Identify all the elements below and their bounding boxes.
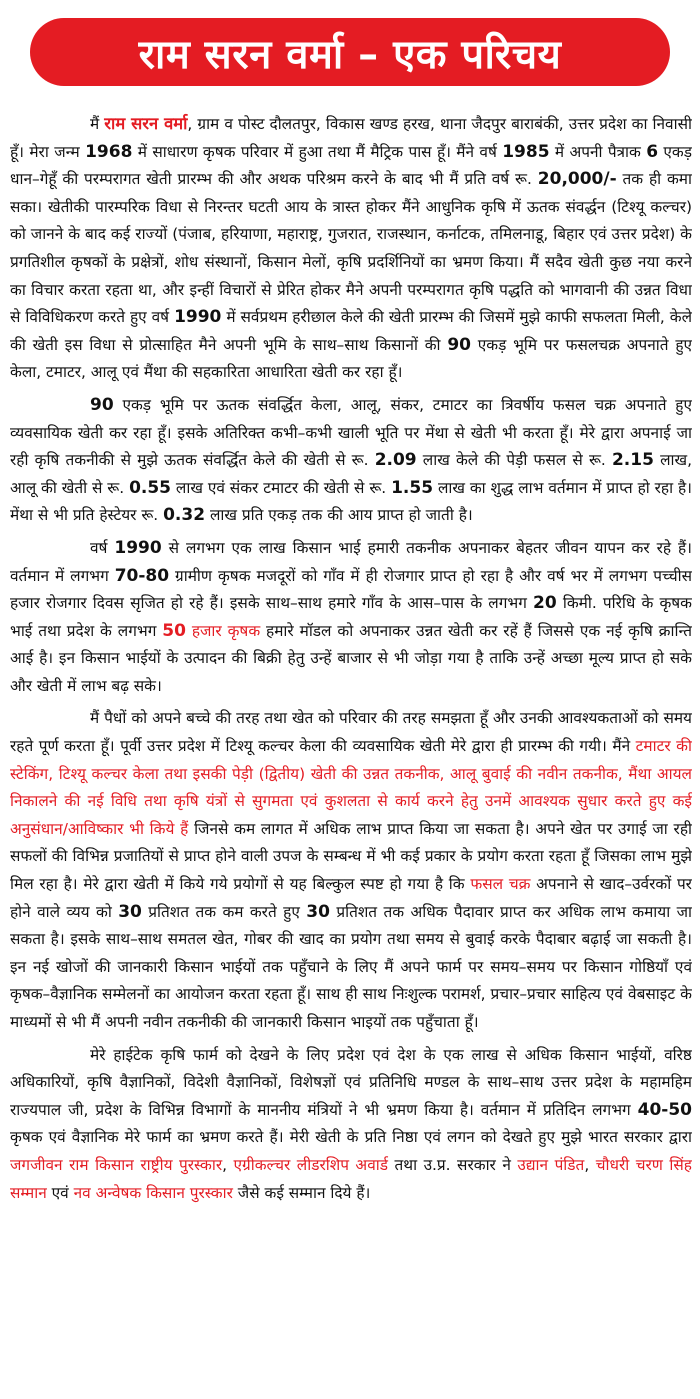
text-segment: फसल चक्र: [470, 875, 531, 894]
text-segment: 2.09: [374, 450, 417, 471]
text-segment: 2.15: [611, 450, 654, 471]
paragraph-3: [10, 535, 692, 701]
text-segment: अपनाने से खाद–उर्वरकों पर होने वाले व्यय को: [10, 875, 692, 921]
text-segment: ,: [584, 1155, 596, 1174]
text-segment: से लगभग एक लाख किसान भाई हमारी तकनीक अपनाकर बेहतर जीवन यापन कर रहे हैं। वर्तमान में लगभग: [10, 538, 692, 585]
text-segment: चौधरी चरण सिंह सम्मान: [10, 1155, 692, 1202]
text-segment: 20: [533, 593, 557, 614]
text-segment: 30: [306, 901, 330, 922]
text-segment: लाख प्रति एकड़ तक की आय प्राप्त हो जाती है।: [205, 506, 473, 525]
paragraph-1: [10, 110, 692, 387]
text-segment: जगजीवन राम किसान राष्ट्रीय पुरस्कार: [10, 1155, 223, 1174]
text-segment: तक ही कमा सका। खेतीकी पारम्परिक विधा से निरन्तर घटती आय के त्रास्त होकर मैंने आधुनिक कृषि में ऊतक संवर्द्धन (टिश्यू कल्चर) को जानने के बाद कई राज्यों (पंजाब, हरियाणा, महाराष्ट्र, गुजरात, राजस्थान, कर्नाटक, तमिलनाडू, बिहार एवं उत्तर प्रदेश) के प्रगतिशील कृषकों के प्रक्षेत्रों, शोध संस्थानों, किसान मेलों, कृषि प्रदर्शिनियों का भ्रमण किया। मैं सदैव खेती कुछ नया करने का विचार करता रहता था, और इन्हीं विचारों से प्रेरित होकर मैने अपनी परम्परागत कृषि पद्धति को भागवानी की उन्नत विधा से विविधिकरण करते हुए वर्ष: [10, 170, 692, 327]
text-segment: किमी. परिधि के कृषक भाई तथा प्रदेश के लगभग: [10, 594, 692, 640]
text-segment: एकड़ धान–गेहूँ की परम्परागत खेती प्रारम्भ की और अथक परिश्रम करने के बाद भी मैं प्रति वर्ष रू.: [10, 142, 692, 189]
text-segment: लाख केले की पेड़ी फसल से रू.: [416, 451, 612, 470]
article-body: [10, 110, 692, 1390]
text-segment: 50: [162, 620, 186, 641]
text-segment: लाख का शुद्ध लाभ वर्तमान में प्राप्त हो रहा है। मेंथा से भी प्रति हेस्टेयर रू.: [10, 478, 692, 525]
text-segment: हमारे मॉडल को अपनाकर उन्नत खेती कर रहें हैं जिससे एक नई कृषि क्रान्ति आई है। इन किसान भाईयों के उत्पादन की बिक्री हेतु उन्हें बाजार से भी जोड़ा गया है ताकि उन्हें अच्छा मूल्य प्राप्त हो सके और खेती में लाभ बढ़ सके।: [10, 621, 692, 695]
text-segment: 70-80: [114, 565, 170, 586]
text-segment: एवं: [46, 1183, 74, 1202]
text-segment: 1.55: [391, 477, 434, 498]
text-segment: 20,000/-: [537, 169, 617, 190]
text-segment: तथा उ.प्र. सरकार ने: [387, 1155, 518, 1174]
text-segment: प्रतिशत तक कम करते हुए: [141, 902, 307, 921]
text-segment: मेरे हाईटेक कृषि फार्म को देखने के लिए प्रदेश एवं देश के एक लाख से अधिक किसान भाईयों, वरिष्ठ अधिकारियों, कृषि वैज्ञानिकों, विदेशी वैज्ञानिकों, विशेषज्ञों एवं प्रतिनिधि मण्डल के साथ–साथ उत्तर प्रदेश के महामहिम राज्यपाल जी, प्रदेश के विभिन्न विभागों के माननीय मंत्रियों ने भी भ्रमण किया है। वर्तमान में प्रतिदिन लगभग: [10, 1045, 692, 1119]
paragraph-2: [10, 392, 692, 530]
text-segment: 90: [447, 334, 471, 355]
page-title: राम सरन वर्मा – एक परिचय: [138, 31, 562, 78]
text-segment: में सर्वप्रथम हरीछाल केले की खेती प्रारम्भ की जिसमें मुझे काफी सफलता मिली, केले की खेती इस विधा से प्रोत्साहित मैने अपनी भूमि के साथ–साथ किसानों की: [10, 308, 692, 354]
text-segment: 30: [118, 901, 142, 922]
text-segment: लाख एवं संकर टमाटर की खेती से रू.: [171, 478, 392, 497]
text-segment: एकड़ भूमि पर ऊतक संवर्द्धित केला, आलू, संकर, टमाटर का त्रिवर्षीय फसल चक्र अपनाते हुए व्यवसायिक खेती कर रहा हूँ। इसके अतिरिक्त कभी–कभी खाली भूति पर मेंथा से खेती भी करता हूँ। मेरे द्वारा अपनाई जा रही कृषि तकनीकी से मुझे ऊतक संवर्द्धित केले की खेती से रू.: [10, 395, 692, 470]
text-segment: उद्यान पंडित: [517, 1155, 585, 1174]
text-segment: मैं: [90, 115, 105, 133]
text-segment: 1985: [502, 141, 550, 162]
text-segment: राम सरन वर्मा: [104, 114, 188, 133]
paragraph-4: [10, 705, 692, 1036]
text-segment: 90: [90, 394, 114, 415]
text-segment: हजार कृषक: [185, 621, 261, 640]
text-segment: जैसे कई सम्मान दिये हैं।: [232, 1183, 371, 1202]
text-segment: 6: [646, 141, 659, 162]
text-segment: में अपनी पैत्राक: [549, 142, 647, 161]
text-segment: 1968: [85, 141, 133, 162]
text-segment: कृषक एवं वैज्ञानिक मेरे फार्म का भ्रमण करते हैं। मेरी खेती के प्रति निष्ठा एवं लगन को देखते हुए मुझे भारत सरकार द्वारा: [10, 1128, 692, 1147]
text-segment: 40-50: [637, 1099, 692, 1120]
text-segment: टमाटर की स्टेकिंग, टिश्यू कल्चर केला तथा इसकी पेड़ी (द्वितीय) खेती की उन्नत तकनीक, आलू बुवाई की नवीन तकनीक, मैंथा आयल निकालने की नई विधि तथा कृषि यंत्रों से सुगमता एवं कुशलता से कार्य करने हेतु उनमें आवश्यक सुधार करते हुए कई अनुसंधान/आविष्कार भी किये हैं: [10, 737, 692, 838]
text-segment: एग्रीकल्चर लीडरशिप अवार्ड: [233, 1155, 388, 1174]
text-segment: 0.32: [163, 505, 206, 526]
text-segment: 1990: [114, 537, 162, 558]
text-segment: , ग्राम व पोस्ट दौलतपुर, विकास खण्ड हरख, थाना जैदपुर बाराबंकी, उत्तर प्रदेश का निवासी हूँ। मेरा जन्म: [10, 115, 692, 161]
title-banner: [30, 18, 670, 86]
text-segment: 1990: [174, 307, 222, 328]
text-segment: लाख, आलू की खेती से रू.: [10, 451, 692, 497]
text-segment: 0.55: [129, 477, 172, 498]
text-segment: वर्ष: [90, 538, 115, 557]
text-segment: में साधारण कृषक परिवार में हुआ तथा मैं मैट्रिक पास हूँ। मैंने वर्ष: [132, 142, 503, 161]
text-segment: नव अन्वेषक किसान पुरस्कार: [73, 1183, 233, 1202]
text-segment: प्रतिशत तक अधिक पैदावार प्राप्त कर अधिक लाभ कमाया जा सकता है। इसके साथ–साथ समतल खेत, गोबर की खाद का प्रयोग तथा समय से बुवाई करके पैदाबार बढ़ाई जा सकती है। इन नई खोजों की जानकारी किसान भाईयों तक पहुँचाने के लिए मैं अपने फार्म पर समय–समय पर किसान गोष्ठियाँ एवं कृषक–वैज्ञानिक सम्मेलनों का आयोजन करता रहता हूँ। साथ ही साथ निःशुल्क परामर्श, प्रचार–प्रचार साहित्य एवं वेबसाइट के माध्यमों से भी मैं अपनी नवीन तकनीकी की जानकारी किसान भाइयों तक पहुँचाता हूँ।: [10, 902, 692, 1031]
text-segment: एकड़ भूमि पर फसलचक्र अपनाते हुए केला, टमाटर, आलू एवं मैंथा की सहकारिता आधारिता खेती कर रहा हूँ।: [10, 335, 692, 382]
text-segment: ग्रामीण कृषक मजदूरों को गाँव में ही रोजगार प्राप्त हो रहा है और वर्ष भर में लगभग पच्चीस हजार रोजगार दिवस सृजित हो रहे हैं। इसके साथ–साथ हमारे गाँव के आस–पास के लगभग: [10, 566, 692, 613]
text-segment: मैं पैधों को अपने बच्चे की तरह तथा खेत को परिवार की तरह समझता हूँ और उनकी आवश्यकताओं को समय रहते पूर्ण करता हूँ। पूर्वी उत्तर प्रदेश में टिश्यू कल्चर केला की व्यवसायिक खेती मेरे द्वारा ही प्रारम्भ की गयी। मैंने: [10, 709, 692, 756]
text-segment: जिनसे कम लागत में अधिक लाभ प्राप्त किया जा सकता है। अपने खेत पर उगाई जा रही सफलों की विभिन्न प्रजातियों से प्राप्त होने वाली उपज के सम्बन्ध में भी कई प्रकार के प्रयोग करता रहता हूँ जिसका लाभ मुझे मिल रहा है। मेरे द्वारा खेती में किये गये प्रयोगों से यह बिल्कुल स्पष्ट हो गया है कि: [10, 819, 692, 894]
paragraph-5: [10, 1042, 692, 1208]
text-segment: ,: [222, 1155, 234, 1174]
